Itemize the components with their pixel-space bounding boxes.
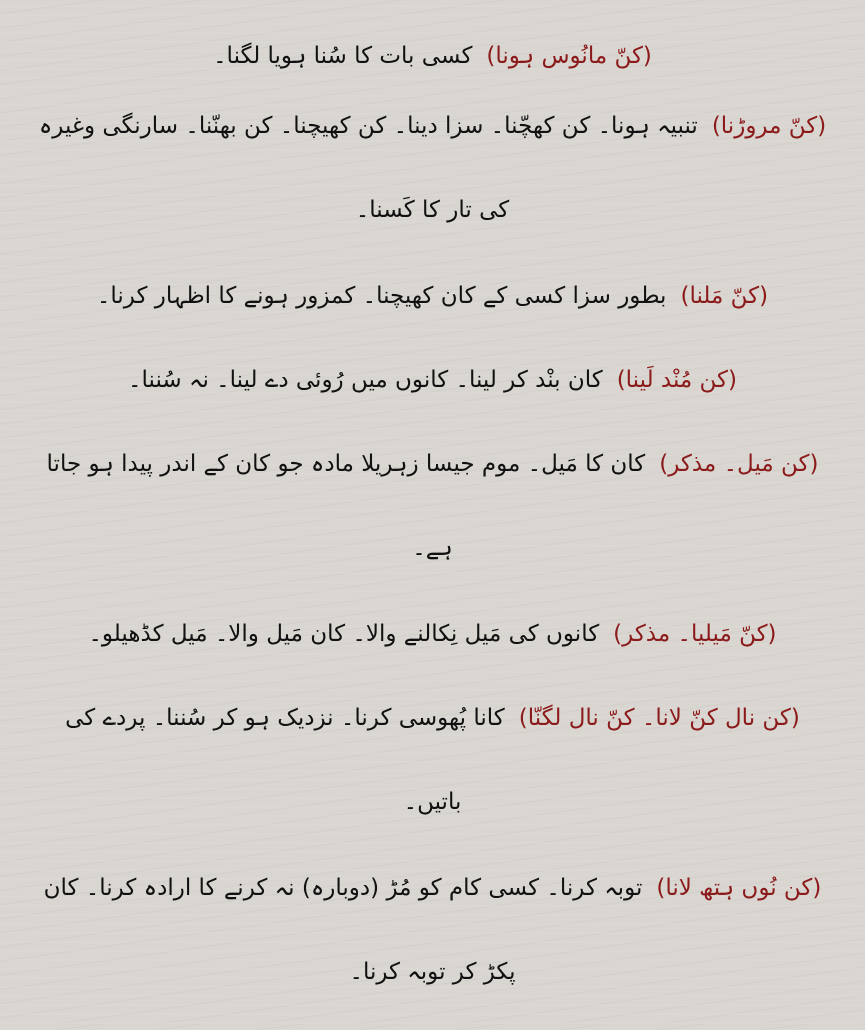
- entry-term: (کنّ مَلنا): [680, 283, 769, 309]
- entry-definition: تنبیہ ہونا۔ کن کھچّنا۔ سزا دینا۔ کن کھیچنا۔ کن بھنّنا۔ سارنگی وغیرہ: [38, 113, 698, 139]
- entry-continuation: [24, 944, 841, 1030]
- entry-term: (کن مَیل۔ مذکر): [659, 451, 819, 477]
- entry-term: (کن نُوں ہتھ لانا): [656, 875, 822, 901]
- entry-line: [24, 436, 841, 520]
- entry-definition: باتیں۔: [403, 789, 462, 815]
- entry-definition: کان کا مَیل۔ موم جیسا زہریلا مادہ جو کان کے اندر پیدا ہو جاتا: [46, 451, 646, 477]
- entry-line: [24, 28, 841, 98]
- entry-term: (کن مُنْد لَینا): [616, 367, 737, 393]
- entry-continuation: [24, 774, 841, 860]
- entry-continuation: [24, 520, 841, 606]
- entry-line: [24, 98, 841, 182]
- entry-line: [24, 690, 841, 774]
- entry-definition: ہے۔: [412, 535, 453, 561]
- entry-definition: کسی بات کا سُنا ہویا لگنا۔: [213, 43, 473, 69]
- entry-term: (کنّ مروڑنا): [711, 113, 827, 139]
- entry-line: [24, 860, 841, 944]
- entry-definition: توبہ کرنا۔ کسی کام کو مُڑ (دوبارہ) نہ کرنے کا ارادہ کرنا۔ کان: [43, 875, 643, 901]
- entry-term: (کنّ مَیلیا۔ مذکر): [613, 621, 777, 647]
- entry-definition: کی تار کا کَسنا۔: [355, 197, 510, 223]
- entry-continuation: [24, 182, 841, 268]
- entry-definition: پکڑ کر توبہ کرنا۔: [349, 959, 516, 985]
- entry-definition: کانوں کی مَیل نِکالنے والا۔ کان مَیل والا۔ مَیل کڈھیلو۔: [88, 621, 600, 647]
- entry-line: [24, 606, 841, 690]
- entry-term: (کنّ مانُوس ہونا): [486, 43, 652, 69]
- entry-definition: کان بنْد کر لینا۔ کانوں میں رُوئی دے لینا۔ نہ سُننا۔: [128, 367, 603, 393]
- entry-term: (کن نال کنّ لانا۔ کنّ نال لگنّا): [518, 705, 800, 731]
- entry-definition: کانا پُھوسی کرنا۔ نزدیک ہو کر سُننا۔ پردے کی: [65, 705, 505, 731]
- entry-definition: بطور سزا کسی کے کان کھیچنا۔ کمزور ہونے کا اظہار کرنا۔: [96, 283, 667, 309]
- entry-line: [24, 352, 841, 436]
- entry-line: [24, 268, 841, 352]
- entries-list: [24, 28, 841, 1030]
